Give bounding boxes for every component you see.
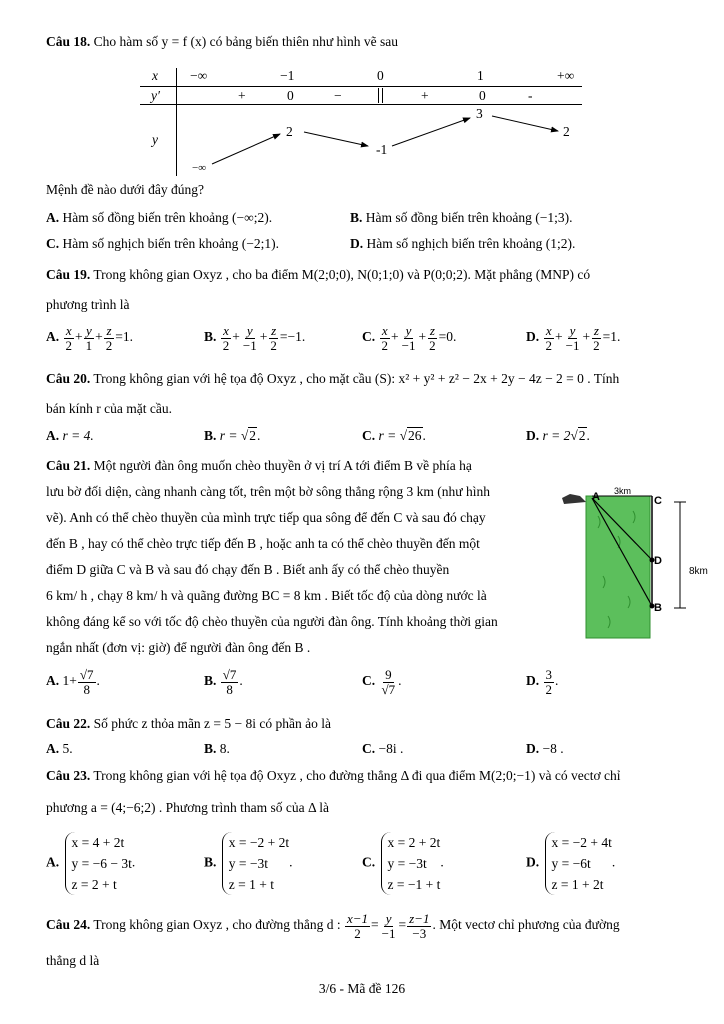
equation-rhs: =1. bbox=[602, 329, 621, 345]
equation-line: x = −2 + 4t bbox=[551, 835, 612, 850]
derivative-sign: + bbox=[421, 88, 429, 103]
option-text: Hàm số đồng biến trên khoảng (−1;3). bbox=[365, 210, 573, 225]
numerator: 9 bbox=[385, 667, 392, 682]
option-text: 5. bbox=[62, 741, 73, 756]
option-a bbox=[46, 324, 133, 352]
option-text: r = 2√ bbox=[542, 428, 578, 443]
option-a bbox=[46, 832, 135, 895]
option-text: . bbox=[257, 428, 261, 443]
option-a bbox=[46, 668, 100, 696]
question-label: Câu 24. bbox=[46, 917, 91, 933]
option-text: . bbox=[586, 428, 590, 443]
option-c bbox=[362, 428, 426, 444]
option-c bbox=[362, 741, 403, 757]
denominator: 2 bbox=[354, 925, 361, 941]
numerator: √7 bbox=[222, 667, 237, 682]
option-label: C. bbox=[46, 236, 60, 251]
option-label: A. bbox=[46, 741, 60, 756]
numerator: z bbox=[106, 323, 112, 338]
denominator: 2 bbox=[270, 337, 277, 353]
question-label: Câu 19. bbox=[46, 267, 91, 282]
operator: + bbox=[391, 329, 399, 345]
option-label: D. bbox=[526, 329, 540, 345]
variation-arrows bbox=[0, 0, 724, 200]
option-a bbox=[46, 741, 73, 757]
option-text: Hàm số nghịch biến trên khoảng (−2;1). bbox=[62, 236, 279, 251]
operator: + bbox=[75, 329, 83, 345]
equation-rhs: =1. bbox=[115, 329, 133, 345]
equation-system bbox=[381, 832, 444, 895]
option-label: D. bbox=[526, 854, 540, 870]
numerator: y bbox=[405, 323, 412, 338]
denominator: 2 bbox=[545, 337, 552, 353]
option-label: A. bbox=[46, 210, 60, 225]
numerator: z bbox=[271, 323, 277, 338]
label-b: B bbox=[654, 602, 662, 614]
option-a bbox=[46, 428, 94, 444]
option-c bbox=[362, 668, 402, 696]
operator: + bbox=[555, 329, 563, 345]
y-value: 2 bbox=[563, 124, 570, 139]
numerator: y bbox=[569, 323, 576, 338]
equation-line: y = −6 − 3t bbox=[71, 856, 132, 871]
label-d: D bbox=[654, 555, 662, 567]
equation-line: x = 4 + 2t bbox=[71, 835, 125, 850]
option-d bbox=[526, 741, 564, 757]
question-text: đến B , hay có thể chèo trực tiếp đến B , hoặc anh ta có thể chèo thuyền đến một bbox=[46, 536, 480, 551]
question-label: Câu 20. bbox=[46, 371, 91, 386]
question-22 bbox=[46, 716, 331, 732]
y-value: −∞ bbox=[192, 162, 207, 174]
increasing-arrow bbox=[212, 134, 280, 164]
option-b bbox=[204, 741, 230, 757]
numerator: y bbox=[385, 911, 392, 926]
operator: + bbox=[259, 329, 268, 345]
option-text: 8. bbox=[219, 741, 230, 756]
equation-line: z = −1 + t bbox=[387, 877, 441, 892]
page-footer: 3/6 - Mã đề 126 bbox=[318, 981, 406, 996]
derivative-sign: + bbox=[238, 88, 246, 103]
operator: + bbox=[418, 329, 427, 345]
question-text: phương trình là bbox=[46, 297, 130, 312]
option-label: B. bbox=[204, 673, 217, 689]
equation-system bbox=[222, 832, 289, 895]
option-b bbox=[204, 324, 305, 352]
option-label: A. bbox=[46, 329, 60, 345]
equation-line: x = −2 + 2t bbox=[228, 835, 290, 850]
equation-line: y = −3t bbox=[228, 856, 268, 871]
operator: + bbox=[95, 329, 103, 345]
option-text: . bbox=[96, 673, 100, 689]
option-b bbox=[204, 668, 243, 696]
operator: + bbox=[582, 329, 591, 345]
option-label: A. bbox=[46, 428, 60, 443]
derivative-sign: − bbox=[334, 88, 342, 103]
numerator: y bbox=[85, 323, 92, 338]
equation-line: z = 2 + t bbox=[71, 877, 117, 892]
option-text: . bbox=[555, 673, 559, 689]
operator: + bbox=[232, 329, 240, 345]
numerator: y bbox=[246, 323, 253, 338]
option-text: r = √ bbox=[219, 428, 249, 443]
option-label: D. bbox=[526, 741, 540, 756]
question-20 bbox=[46, 371, 619, 387]
option-b bbox=[204, 832, 292, 895]
x-value: 1 bbox=[477, 68, 484, 83]
option-text: . bbox=[611, 854, 616, 870]
option-text: . bbox=[239, 673, 243, 689]
question-text: vẽ). Anh có thể chèo thuyền của mình trực tiếp qua sông để đến C và sau đó chạy bbox=[46, 510, 486, 525]
x-value: +∞ bbox=[557, 68, 575, 83]
label-length: 8km bbox=[689, 566, 708, 577]
option-label: B. bbox=[204, 329, 217, 345]
label-width: 3km bbox=[614, 486, 632, 496]
denominator: −1 bbox=[242, 337, 257, 353]
option-text: . bbox=[131, 854, 136, 870]
option-text: . bbox=[422, 428, 426, 443]
question-text: . Một vectơ chỉ phương của đường bbox=[432, 917, 620, 933]
decreasing-arrow bbox=[304, 132, 368, 146]
denominator: −1 bbox=[401, 337, 416, 353]
option-text: . bbox=[440, 854, 444, 870]
option-d bbox=[526, 324, 620, 352]
option-d bbox=[526, 668, 558, 696]
option-label: D. bbox=[526, 673, 540, 689]
x-value: −1 bbox=[280, 68, 295, 83]
y-value: -1 bbox=[376, 142, 388, 157]
y-value: 2 bbox=[286, 124, 293, 139]
question-text: ngắn nhất (đơn vị: giờ) để người đàn ông đến B . bbox=[46, 640, 311, 655]
question-label: Câu 21. bbox=[46, 458, 91, 473]
option-d bbox=[526, 832, 615, 895]
option-a bbox=[46, 210, 272, 226]
y-value: 3 bbox=[476, 106, 483, 121]
numerator: z bbox=[429, 323, 435, 338]
option-d bbox=[350, 236, 575, 252]
label-c: C bbox=[654, 495, 662, 507]
equation-line: y = −3t bbox=[387, 856, 427, 871]
question-text: lưu bờ đối diện, càng nhanh càng tốt, trên một bờ sông thẳng rộng 3 km (như hình bbox=[46, 484, 490, 499]
question-text: không đáng kể so với tốc độ chèo thuyền của người đàn ông. Tính khoảng thời gian bbox=[46, 614, 498, 629]
increasing-arrow bbox=[392, 118, 470, 146]
equation-rhs: =0. bbox=[438, 329, 457, 345]
option-label: C. bbox=[362, 854, 376, 870]
option-c bbox=[46, 236, 279, 252]
numerator: x bbox=[381, 323, 388, 338]
option-d bbox=[526, 428, 590, 444]
option-text: . bbox=[289, 854, 293, 870]
equation-system bbox=[545, 832, 612, 895]
question-text: phương a = (4;−6;2) . Phương trình tham số của Δ là bbox=[46, 800, 330, 815]
denominator: 2 bbox=[545, 681, 552, 697]
question-text: điểm D giữa C và B và sau đó chạy đến B . Biết anh ấy có thể chèo thuyền bbox=[46, 562, 450, 577]
label-a: A bbox=[592, 491, 600, 503]
denominator: −1 bbox=[381, 925, 396, 941]
derivative-zero: 0 bbox=[479, 88, 486, 103]
option-c bbox=[362, 832, 444, 895]
option-text: Hàm số đồng biến trên khoảng (−∞;2). bbox=[62, 210, 273, 225]
x-label: x bbox=[152, 68, 158, 83]
denominator: 8 bbox=[226, 681, 233, 697]
question-24: Câu 24. Trong không gian Oxyz , cho đường thẳng d : $\frac{x-1}{2}$ = $\frac{y}{-1}$ = $\frac{z-1}{-3}$ . Một vectơ chỉ phương của đường bbox=[46, 911, 620, 941]
option-label: C. bbox=[362, 741, 376, 756]
numerator: z bbox=[593, 323, 599, 338]
question-label: Câu 18. bbox=[46, 34, 91, 49]
numerator: x−1 bbox=[346, 911, 369, 926]
numerator: x bbox=[65, 323, 72, 338]
question-19 bbox=[46, 267, 590, 283]
option-label: C. bbox=[362, 329, 376, 345]
question-text: 6 km/ h , chạy 8 km/ h và quãng đường BC = 8 km . Biết tốc độ của dòng nước là bbox=[46, 588, 487, 603]
option-b bbox=[204, 428, 260, 444]
y-label: y bbox=[152, 132, 158, 147]
option-label: D. bbox=[526, 428, 540, 443]
derivative-sign: - bbox=[528, 88, 533, 103]
option-text: . bbox=[398, 673, 402, 689]
numerator: √7 bbox=[79, 667, 94, 682]
equation-rhs: =−1. bbox=[279, 329, 306, 345]
option-text: 1+ bbox=[62, 673, 77, 689]
radicand: 26 bbox=[408, 428, 422, 443]
question-23 bbox=[46, 768, 620, 784]
option-b bbox=[350, 210, 572, 226]
question-text: Trong không gian Oxyz , cho ba điểm M(2;0;0), N(0;1;0) và P(0;0;2). Mặt phẳng (MNP) có bbox=[93, 267, 591, 282]
equation-line: z = 1 + 2t bbox=[551, 877, 604, 892]
derivative-label: y′ bbox=[151, 88, 160, 103]
denominator: −1 bbox=[565, 337, 580, 353]
denominator: 2 bbox=[429, 337, 436, 353]
river-figure bbox=[548, 476, 720, 642]
equation-line: x = 2 + 2t bbox=[387, 835, 441, 850]
option-text: −8 . bbox=[542, 741, 564, 756]
option-label: B. bbox=[204, 428, 217, 443]
option-label: B. bbox=[204, 854, 217, 870]
x-value: −∞ bbox=[190, 68, 208, 83]
equation-system bbox=[65, 832, 132, 895]
option-label: C. bbox=[362, 428, 376, 443]
option-label: A. bbox=[46, 673, 60, 689]
question-label: Câu 23. bbox=[46, 768, 91, 783]
question-text: thẳng d là bbox=[46, 953, 100, 968]
question-text: bán kính r của mặt cầu. bbox=[46, 401, 172, 416]
radicand: 2 bbox=[578, 428, 586, 443]
question-text: Cho hàm số y = f (x) có bảng biến thiên như hình vẽ sau bbox=[93, 34, 399, 49]
option-label: B. bbox=[204, 741, 217, 756]
denominator: 2 bbox=[222, 337, 230, 353]
option-c bbox=[362, 324, 456, 352]
equation-line: y = −6t bbox=[551, 856, 591, 871]
question-text: Trong không gian với hệ tọa độ Oxyz , cho đường thẳng Δ đi qua điểm M(2;0;−1) và có vectơ chỉ bbox=[93, 768, 621, 783]
question-text: Số phức z thỏa mãn z = 5 − 8i có phần ảo là bbox=[93, 716, 331, 731]
decreasing-arrow bbox=[492, 116, 558, 131]
radicand: 2 bbox=[249, 428, 257, 443]
option-label: C. bbox=[362, 673, 376, 689]
option-text: r = √ bbox=[378, 428, 408, 443]
question-label: Câu 22. bbox=[46, 716, 91, 731]
option-text: −8i . bbox=[378, 741, 404, 756]
question-text: Một người đàn ông muốn chèo thuyền ở vị trí A tới điểm B về phía hạ bbox=[93, 458, 472, 473]
denominator: 1 bbox=[85, 337, 93, 353]
x-value: 0 bbox=[377, 68, 384, 83]
question-prompt: Mệnh đề nào dưới đây đúng? bbox=[46, 182, 205, 197]
option-label: D. bbox=[350, 236, 364, 251]
numerator: x bbox=[545, 323, 552, 338]
denominator: −3 bbox=[412, 925, 427, 941]
question-text: Trong không gian với hệ tọa độ Oxyz , cho mặt cầu (S): x² + y² + z² − 2x + 2y − 4z − 2 = 0 . Tính bbox=[93, 371, 620, 386]
denominator: 2 bbox=[593, 337, 600, 353]
option-text: Hàm số nghịch biến trên khoảng (1;2). bbox=[366, 236, 576, 251]
question-text: Trong không gian Oxyz , cho đường thẳng d : bbox=[93, 917, 341, 933]
numerator: 3 bbox=[545, 667, 552, 682]
denominator: 2 bbox=[65, 337, 72, 353]
derivative-zero: 0 bbox=[287, 88, 294, 103]
denominator: √7 bbox=[381, 681, 396, 697]
question-21 bbox=[46, 458, 472, 474]
option-label: A. bbox=[46, 854, 60, 870]
option-label: B. bbox=[350, 210, 363, 225]
denominator: 2 bbox=[105, 337, 113, 353]
equation-line: z = 1 + t bbox=[228, 877, 274, 892]
numerator: z−1 bbox=[409, 911, 430, 926]
river-rect bbox=[586, 496, 650, 638]
denominator: 8 bbox=[83, 681, 90, 697]
boat-icon bbox=[562, 494, 586, 504]
denominator: 2 bbox=[381, 337, 388, 353]
numerator: x bbox=[223, 323, 229, 338]
option-text: r = 4. bbox=[62, 428, 94, 443]
